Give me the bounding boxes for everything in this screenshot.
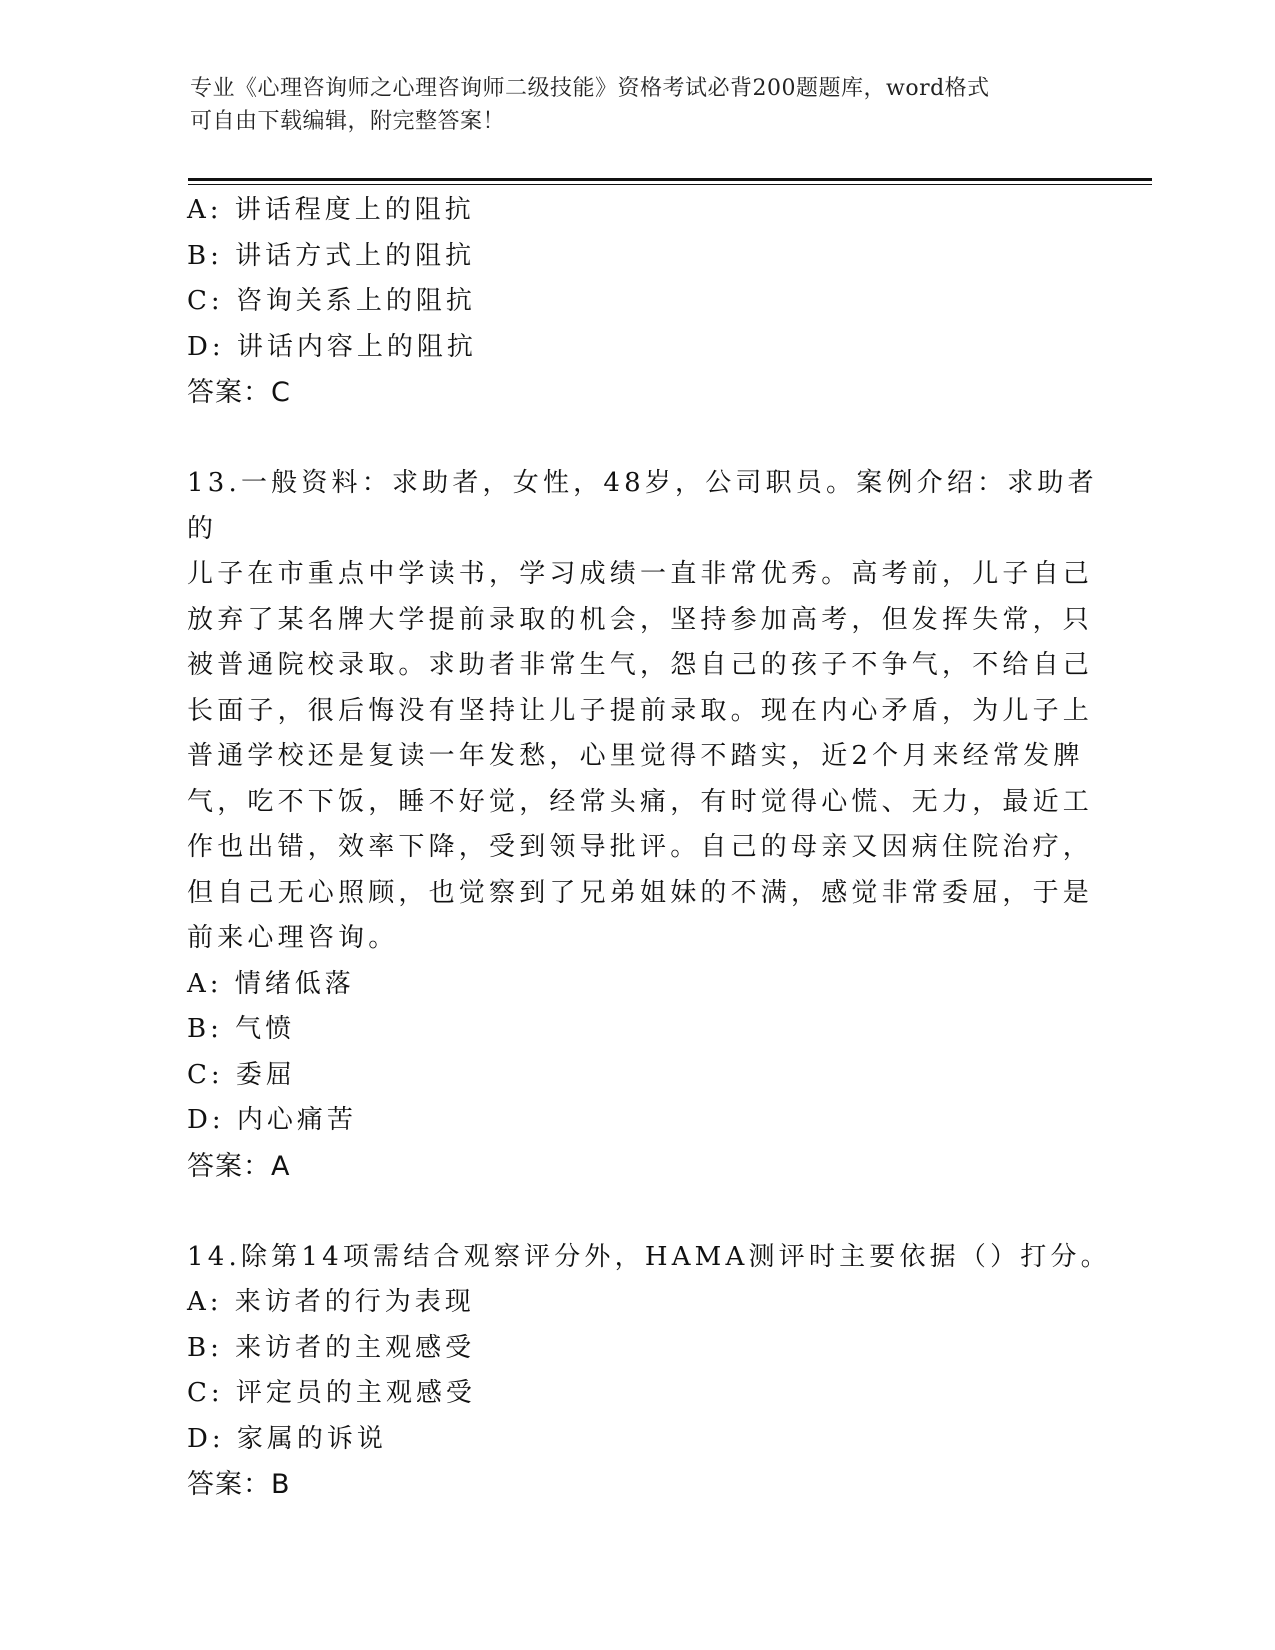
stem-line: 被普通院校录取。求助者非常生气，怨自己的孩子不争气，不给自己 xyxy=(187,650,1094,680)
stem-line: 儿子在市重点中学读书，学习成绩一直非常优秀。高考前，儿子自己 xyxy=(187,559,1094,589)
stem-line: 但自己无心照顾，也觉察到了兄弟姐妹的不满，感觉非常委屈，于是 xyxy=(187,877,1094,908)
option-d: D: 家属的诉说 xyxy=(187,1423,387,1454)
stem-line: 气，吃不下饭，睡不好觉，经常头痛，有时觉得心慌、无力，最近工 xyxy=(187,786,1094,817)
question-spacer xyxy=(187,1190,1117,1235)
question-stem xyxy=(187,461,1117,962)
option-d: D: 内心痛苦 xyxy=(187,1105,357,1135)
header-rule-thin xyxy=(188,184,1152,185)
stem-line: 作也出错，效率下降，受到领导批评。自己的母亲又因病住院治疗， xyxy=(187,832,1094,862)
header-line-1: 专业《心理咨询师之心理咨询师二级技能》资格考试必背200题题库，word格式 xyxy=(190,76,990,101)
stem-line: 前来心理咨询。 xyxy=(187,923,399,953)
option-c: C: 委屈 xyxy=(187,1059,296,1090)
document-body xyxy=(187,188,1117,1508)
answer-line: 答案：B xyxy=(187,1469,291,1500)
question-14 xyxy=(187,1235,1117,1509)
option-a: A: 情绪低落 xyxy=(187,968,355,999)
answer-line: 答案：C xyxy=(187,377,291,408)
option-c: C: 咨询关系上的阻抗 xyxy=(187,286,476,316)
header-rule-thick xyxy=(188,178,1152,181)
option-c: C: 评定员的主观感受 xyxy=(187,1378,476,1408)
stem-line: 13.一般资料：求助者，女性，48岁，公司职员。案例介绍：求助者的 xyxy=(187,468,1098,544)
header-line-2: 可自由下载编辑，附完整答案！ xyxy=(190,109,506,134)
stem-line: 长面子，很后悔没有坚持让儿子提前录取。现在内心矛盾，为儿子上 xyxy=(187,695,1094,726)
option-d: D: 讲话内容上的阻抗 xyxy=(187,331,477,362)
document-header xyxy=(190,72,1070,138)
stem-line: 普通学校还是复读一年发愁，心里觉得不踏实，近2个月来经常发脾 xyxy=(187,741,1084,771)
option-b: B: 气愤 xyxy=(187,1014,296,1044)
stem-line: 放弃了某名牌大学提前录取的机会，坚持参加高考，但发挥失常，只 xyxy=(187,604,1094,635)
option-a: A: 来访者的行为表现 xyxy=(187,1287,475,1317)
option-b: B: 讲话方式上的阻抗 xyxy=(187,240,476,271)
question-12 xyxy=(187,188,1117,416)
question-13 xyxy=(187,461,1117,1190)
option-b: B: 来访者的主观感受 xyxy=(187,1332,476,1363)
option-a: A: 讲话程度上的阻抗 xyxy=(187,195,475,225)
question-spacer xyxy=(187,416,1117,461)
question-stem: 14.除第14项需结合观察评分外，HAMA测评时主要依据（）打分。 xyxy=(187,1241,1111,1272)
answer-line: 答案：A xyxy=(187,1150,291,1182)
